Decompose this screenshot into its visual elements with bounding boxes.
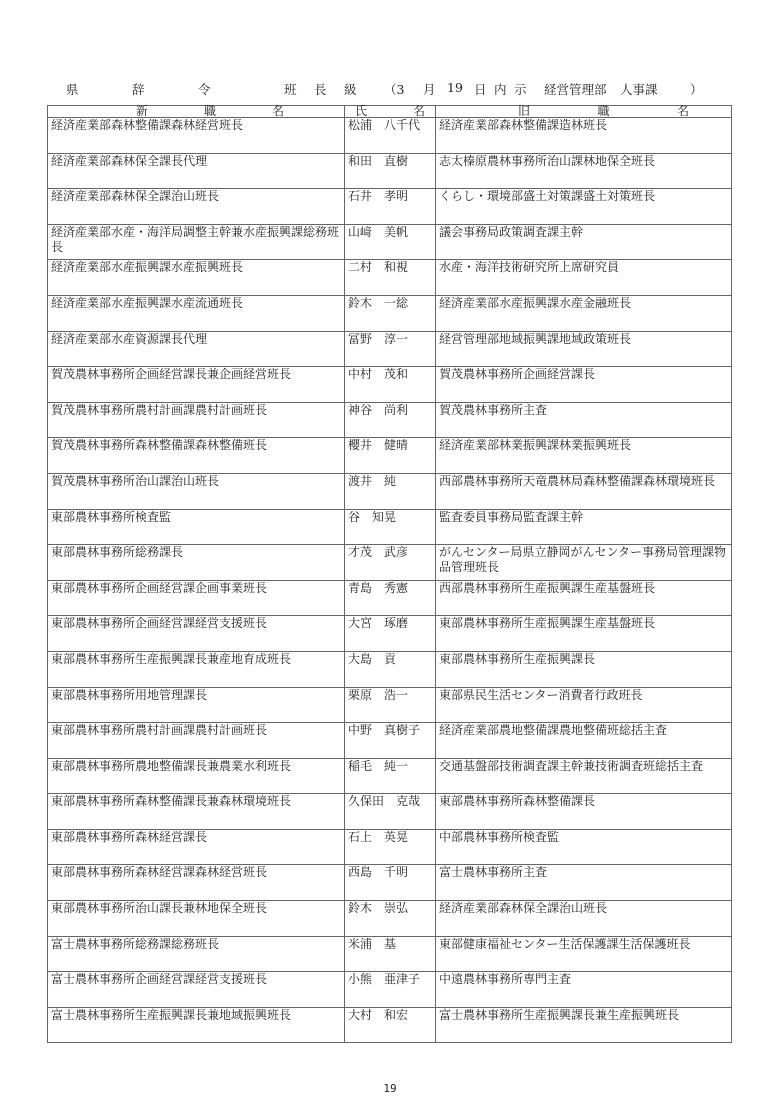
new-post-cell: 経済産業部森林保全課治山班長 <box>48 189 345 225</box>
new-post-cell: 富士農林事務所総務課総務班長 <box>48 936 345 972</box>
table-row <box>48 367 732 403</box>
header-char: 職 <box>597 104 610 118</box>
header-new-post <box>48 106 345 118</box>
table-row <box>48 260 732 296</box>
old-post-cell: 中遠農林事務所専門主査 <box>436 972 732 1008</box>
table-row <box>48 189 732 225</box>
table-row <box>48 901 732 937</box>
new-post-cell: 東部農林事務所生産振興課長兼産地育成班長 <box>48 651 345 687</box>
name-cell: 神谷 尚利 <box>345 402 436 438</box>
table-row <box>48 438 732 474</box>
table-row <box>48 545 732 581</box>
title-part: 班 <box>284 82 297 97</box>
name-cell: 鈴木 崇弘 <box>345 901 436 937</box>
title-part: （3 <box>384 82 405 97</box>
name-cell: 久保田 克哉 <box>345 794 436 830</box>
old-post-cell: 東部県民生活センター消費者行政班長 <box>436 687 732 723</box>
new-post-cell: 賀茂農林事務所農村計画課農村計画班長 <box>48 402 345 438</box>
old-post-cell: 富士農林事務所生産振興課長兼生産振興班長 <box>436 1007 732 1043</box>
old-post-cell: 志太榛原農林事務所治山課林地保全班長 <box>436 153 732 189</box>
header-char: 名 <box>412 104 425 118</box>
new-post-cell: 東部農林事務所農村計画課農村計画班長 <box>48 723 345 759</box>
new-post-cell: 東部農林事務所農地整備課長兼農業水利班長 <box>48 758 345 794</box>
table-row <box>48 580 732 616</box>
title-part: 経営管理部 <box>544 82 607 97</box>
table-row <box>48 224 732 260</box>
new-post-cell: 富士農林事務所生産振興課長兼地域振興班長 <box>48 1007 345 1043</box>
table-row <box>48 118 732 154</box>
new-post-cell: 東部農林事務所治山課長兼林地保全班長 <box>48 901 345 937</box>
name-cell: 和田 直樹 <box>345 153 436 189</box>
name-cell: 渡井 純 <box>345 473 436 509</box>
name-cell: 米浦 基 <box>345 936 436 972</box>
old-post-cell: 賀茂農林事務所主査 <box>436 402 732 438</box>
new-post-cell: 富士農林事務所企画経営課経営支援班長 <box>48 972 345 1008</box>
new-post-cell: 東部農林事務所森林経営課森林経営班長 <box>48 865 345 901</box>
old-post-cell: 経済産業部林業振興課林業振興班長 <box>436 438 732 474</box>
new-post-cell: 東部農林事務所用地管理課長 <box>48 687 345 723</box>
old-post-cell: 経済産業部森林整備課造林班長 <box>436 118 732 154</box>
old-post-cell: 議会事務局政策調査課主幹 <box>436 224 732 260</box>
old-post-cell: 水産・海洋技術研究所上席研究員 <box>436 260 732 296</box>
header-old-post <box>436 106 732 118</box>
table-row <box>48 651 732 687</box>
new-post-cell: 賀茂農林事務所森林整備課森林整備班長 <box>48 438 345 474</box>
header-name <box>345 106 436 118</box>
title-part: 長 <box>314 82 327 97</box>
new-post-cell: 経済産業部水産振興課水産流通班長 <box>48 295 345 331</box>
name-cell: 鈴木 一総 <box>345 295 436 331</box>
old-post-cell: 西部農林事務所生産振興課生産基盤班長 <box>436 580 732 616</box>
name-cell: 大村 和宏 <box>345 1007 436 1043</box>
table-row <box>48 509 732 545</box>
table-row <box>48 936 732 972</box>
new-post-cell: 東部農林事務所企画経営課経営支援班長 <box>48 616 345 652</box>
personnel-table <box>47 105 732 1043</box>
old-post-cell: 交通基盤部技術調査課主幹兼技術調査班総括主査 <box>436 758 732 794</box>
new-post-cell: 経済産業部森林整備課森林経営班長 <box>48 118 345 154</box>
header-row <box>48 106 732 118</box>
name-cell: 小熊 亜津子 <box>345 972 436 1008</box>
name-cell: 櫻井 健晴 <box>345 438 436 474</box>
new-post-cell: 賀茂農林事務所企画経営課長兼企画経営班長 <box>48 367 345 403</box>
name-cell: 青島 秀憲 <box>345 580 436 616</box>
table-row <box>48 723 732 759</box>
name-cell: 中村 茂和 <box>345 367 436 403</box>
old-post-cell: がんセンター局県立静岡がんセンター事務局管理課物品管理班長 <box>436 545 732 581</box>
new-post-cell: 東部農林事務所森林経営課長 <box>48 829 345 865</box>
old-post-cell: くらし・環境部盛土対策課盛土対策班長 <box>436 189 732 225</box>
old-post-cell: 東部健康福祉センター生活保護課生活保護班長 <box>436 936 732 972</box>
table-row <box>48 1007 732 1043</box>
title-part: 日 <box>474 82 487 97</box>
name-cell: 稲毛 純一 <box>345 758 436 794</box>
title-part: 人事課 <box>620 82 658 97</box>
old-post-cell: 経済産業部水産振興課水産金融班長 <box>436 295 732 331</box>
name-cell: 大島 貢 <box>345 651 436 687</box>
new-post-cell: 経済産業部水産振興課水産振興班長 <box>48 260 345 296</box>
title-part: ） <box>690 82 703 97</box>
old-post-cell: 賀茂農林事務所企画経営課長 <box>436 367 732 403</box>
name-cell: 二村 和視 <box>345 260 436 296</box>
page-number: 19 <box>383 1082 397 1095</box>
table-row <box>48 687 732 723</box>
old-post-cell: 経済産業部農地整備課農地整備班総括主査 <box>436 723 732 759</box>
table-row <box>48 972 732 1008</box>
old-post-cell: 東部農林事務所生産振興課長 <box>436 651 732 687</box>
title-part: 令 <box>198 82 211 97</box>
name-cell: 石上 英晃 <box>345 829 436 865</box>
new-post-cell: 経済産業部森林保全課長代理 <box>48 153 345 189</box>
name-cell: 中野 真樹子 <box>345 723 436 759</box>
header-char: 名 <box>676 104 689 118</box>
name-cell: 大宮 琢磨 <box>345 616 436 652</box>
title-part: 内 <box>494 82 507 97</box>
table-row <box>48 865 732 901</box>
new-post-cell: 東部農林事務所森林整備課長兼森林環境班長 <box>48 794 345 830</box>
old-post-cell: 監査委員事務局監査課主幹 <box>436 509 732 545</box>
table-row <box>48 402 732 438</box>
table-row <box>48 794 732 830</box>
title-part: 辞 <box>132 82 145 97</box>
name-cell: 石井 孝明 <box>345 189 436 225</box>
title-part: 県 <box>66 82 79 97</box>
title-part: 19 <box>447 80 463 95</box>
name-cell: 松浦 八千代 <box>345 118 436 154</box>
name-cell: 西島 千明 <box>345 865 436 901</box>
header-char: 氏 <box>355 104 368 118</box>
old-post-cell: 経営管理部地域振興課地域政策班長 <box>436 331 732 367</box>
name-cell: 冨野 淳一 <box>345 331 436 367</box>
table-row <box>48 153 732 189</box>
title-part: 級 <box>344 82 357 97</box>
old-post-cell: 東部農林事務所森林整備課長 <box>436 794 732 830</box>
title-part: 示 <box>514 82 527 97</box>
table-row <box>48 829 732 865</box>
header-char: 職 <box>203 104 216 118</box>
new-post-cell: 経済産業部水産・海洋局調整主幹兼水産振興課総務班長 <box>48 224 345 260</box>
table-row <box>48 616 732 652</box>
name-cell: 谷 知晃 <box>345 509 436 545</box>
header-char: 旧 <box>518 104 531 118</box>
old-post-cell: 東部農林事務所生産振興課生産基盤班長 <box>436 616 732 652</box>
table-row <box>48 758 732 794</box>
name-cell: 才茂 武彦 <box>345 545 436 581</box>
old-post-cell: 西部農林事務所天竜農林局森林整備課森林環境班長 <box>436 473 732 509</box>
old-post-cell: 中部農林事務所検査監 <box>436 829 732 865</box>
title-part: 月 <box>423 82 436 97</box>
header-char: 新 <box>136 104 149 118</box>
name-cell: 栗原 浩一 <box>345 687 436 723</box>
old-post-cell: 富士農林事務所主査 <box>436 865 732 901</box>
table-row <box>48 331 732 367</box>
old-post-cell: 経済産業部森林保全課治山班長 <box>436 901 732 937</box>
header-char: 名 <box>271 104 284 118</box>
table-row <box>48 295 732 331</box>
table-row <box>48 473 732 509</box>
new-post-cell: 東部農林事務所総務課長 <box>48 545 345 581</box>
new-post-cell: 東部農林事務所検査監 <box>48 509 345 545</box>
new-post-cell: 東部農林事務所企画経営課企画事業班長 <box>48 580 345 616</box>
new-post-cell: 経済産業部水産資源課長代理 <box>48 331 345 367</box>
new-post-cell: 賀茂農林事務所治山課治山班長 <box>48 473 345 509</box>
document-title <box>62 80 742 98</box>
name-cell: 山﨑 美帆 <box>345 224 436 260</box>
